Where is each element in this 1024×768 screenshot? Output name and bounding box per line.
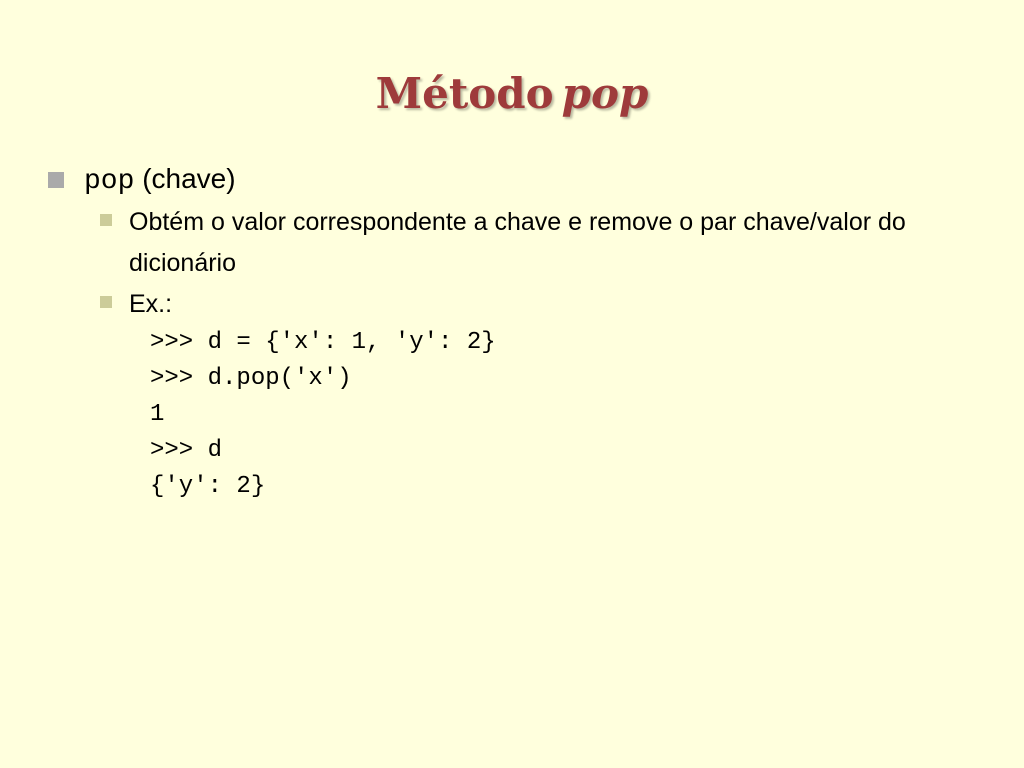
square-bullet-icon (100, 214, 112, 226)
bullet-code: pop (84, 166, 135, 197)
sub-bullet-text: Ex.: (129, 290, 173, 318)
slide-title (0, 62, 1024, 126)
code-example (150, 325, 496, 505)
square-bullet-icon (48, 172, 64, 188)
sub-bullet-text: Obtém o valor correspondente a chave e remove o par chave/valor do dicionário (129, 208, 906, 277)
sub-bullet-example (100, 284, 980, 326)
code-line: {'y': 2} (150, 473, 266, 500)
sub-bullet-description (100, 202, 980, 286)
square-bullet-icon (100, 296, 112, 308)
bullet-text (84, 160, 236, 201)
title-italic: pop (561, 69, 649, 118)
bullet-label: (chave) (134, 163, 236, 194)
bullet-item-pop (48, 160, 988, 200)
title-main: Método (375, 69, 554, 118)
code-line: >>> d (150, 437, 223, 464)
code-line: 1 (150, 401, 165, 428)
code-line: >>> d = {'x': 1, 'y': 2} (150, 329, 496, 356)
code-line: >>> d.pop('x') (150, 365, 352, 392)
